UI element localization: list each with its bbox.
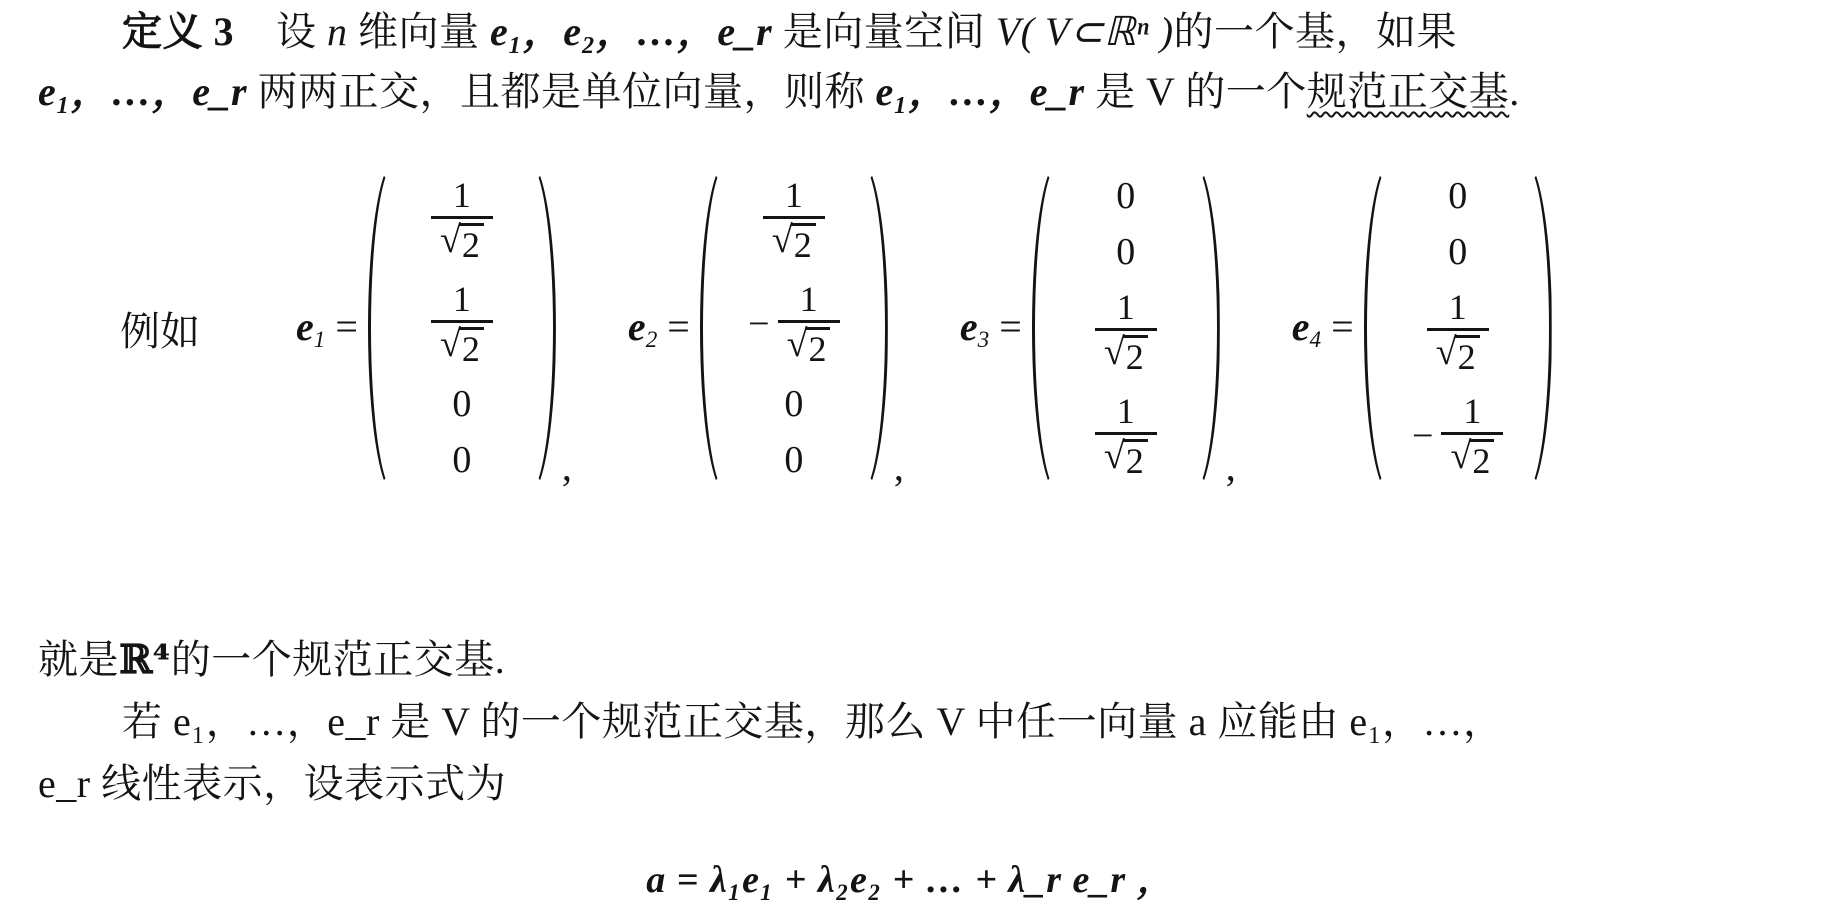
entry: 0: [1116, 231, 1136, 273]
right-paren-icon: [1190, 158, 1220, 498]
vector-e1-entries: [398, 158, 526, 498]
entry: 1 √ 2: [1427, 280, 1489, 384]
definition-text-2: 是向量空间: [772, 9, 996, 54]
right-paren-icon: [526, 158, 556, 498]
entry: 0: [784, 383, 804, 425]
body-line-1: [38, 692, 1798, 753]
entry: 0: [1448, 175, 1468, 217]
definition-text-3: 的一个基，如果: [1173, 9, 1458, 54]
left-paren-icon: [700, 158, 730, 498]
vector-e3: [960, 158, 1246, 498]
definition-line2-mid: 两两正交，且都是单位向量，则称: [247, 69, 876, 114]
vector-e3-name: $e_3$ =: [959, 303, 1022, 353]
term-orthonormal-basis: 规范正交基: [1306, 69, 1510, 114]
basis-vector-list: e₁，e₂，…，e_r: [490, 9, 773, 54]
real-space-symbol: ℝ⁴: [119, 636, 171, 683]
basis-vector-list-short: e₁，…，e_r: [38, 69, 248, 114]
vector-e1-name: $e_1$ =: [296, 303, 358, 353]
vector-e2: [628, 158, 914, 498]
display-formula: [0, 848, 1822, 903]
left-paren-icon: [1364, 158, 1394, 498]
vector-e1-brackets: [368, 158, 556, 498]
right-paren-icon: [858, 158, 888, 498]
vector-e2-brackets: [700, 158, 888, 498]
entry: 1 √ 2: [1095, 280, 1157, 384]
example-label: 例如: [120, 308, 200, 354]
entry: 0: [784, 439, 804, 481]
after-matrix-line: [38, 630, 1798, 691]
body-line-2-text: e_r 线性表示，设表示式为: [38, 761, 507, 806]
example-vectors-row: [120, 158, 1598, 498]
definition-line2-tail: 是 V 的一个: [1084, 69, 1307, 114]
vector-e3-comma: ,: [1225, 444, 1236, 489]
definition-text-before: 设: [276, 9, 327, 54]
definition-line-1: [38, 2, 1798, 63]
definition-text-1: 维向量: [347, 9, 490, 54]
entry: 0: [452, 439, 472, 481]
after-matrix-prefix: 就是: [38, 637, 119, 682]
basis-vector-list-short-2: e₁，…，e_r: [875, 69, 1085, 114]
body-line-2: [38, 754, 1798, 815]
right-paren-icon: [1522, 158, 1552, 498]
entry: − 1 √ 2: [1412, 384, 1503, 488]
vector-e4-brackets: [1364, 158, 1552, 498]
definition-label: 定义 3: [122, 9, 234, 54]
entry: 1 √ 2: [1095, 384, 1157, 488]
vector-e2-entries: [730, 158, 858, 498]
dimension-symbol: n: [327, 9, 348, 54]
vector-e4-entries: [1394, 158, 1522, 498]
entry: 1 √ 2: [763, 168, 825, 272]
vector-e3-entries: [1062, 158, 1190, 498]
entry: 0: [452, 383, 472, 425]
vector-e2-comma: ,: [893, 444, 904, 489]
entry: − 1 √ 2: [748, 272, 839, 376]
definition-line-2: [38, 62, 1798, 123]
entry: 0: [1116, 175, 1136, 217]
entry: 1 √ 2: [431, 272, 493, 376]
vector-e1: [296, 158, 582, 498]
after-matrix-suffix: 的一个规范正交基.: [170, 637, 506, 682]
vector-e3-brackets: [1032, 158, 1220, 498]
vector-e4-name: $e_4$ =: [1291, 303, 1354, 353]
left-paren-icon: [368, 158, 398, 498]
vector-e2-name: $e_2$ =: [627, 303, 690, 353]
left-paren-icon: [1032, 158, 1062, 498]
entry: 0: [1448, 231, 1468, 273]
vector-e1-comma: ,: [561, 444, 572, 489]
subset-note: ( V⊂ℝⁿ ): [1020, 9, 1174, 54]
vector-space-symbol: V: [995, 9, 1021, 54]
formula-text: a = λ₁e₁ + λ₂e₂ + … + λ_r e_r ，: [646, 859, 1176, 901]
body-line-1-text: 若 e₁，…，e_r 是 V 的一个规范正交基，那么 V 中任一向量 a 应能由 e₁，…，: [122, 699, 1504, 744]
vector-e4: [1292, 158, 1552, 498]
definition-line2-end: .: [1509, 69, 1520, 114]
entry: 1 √ 2: [431, 168, 493, 272]
